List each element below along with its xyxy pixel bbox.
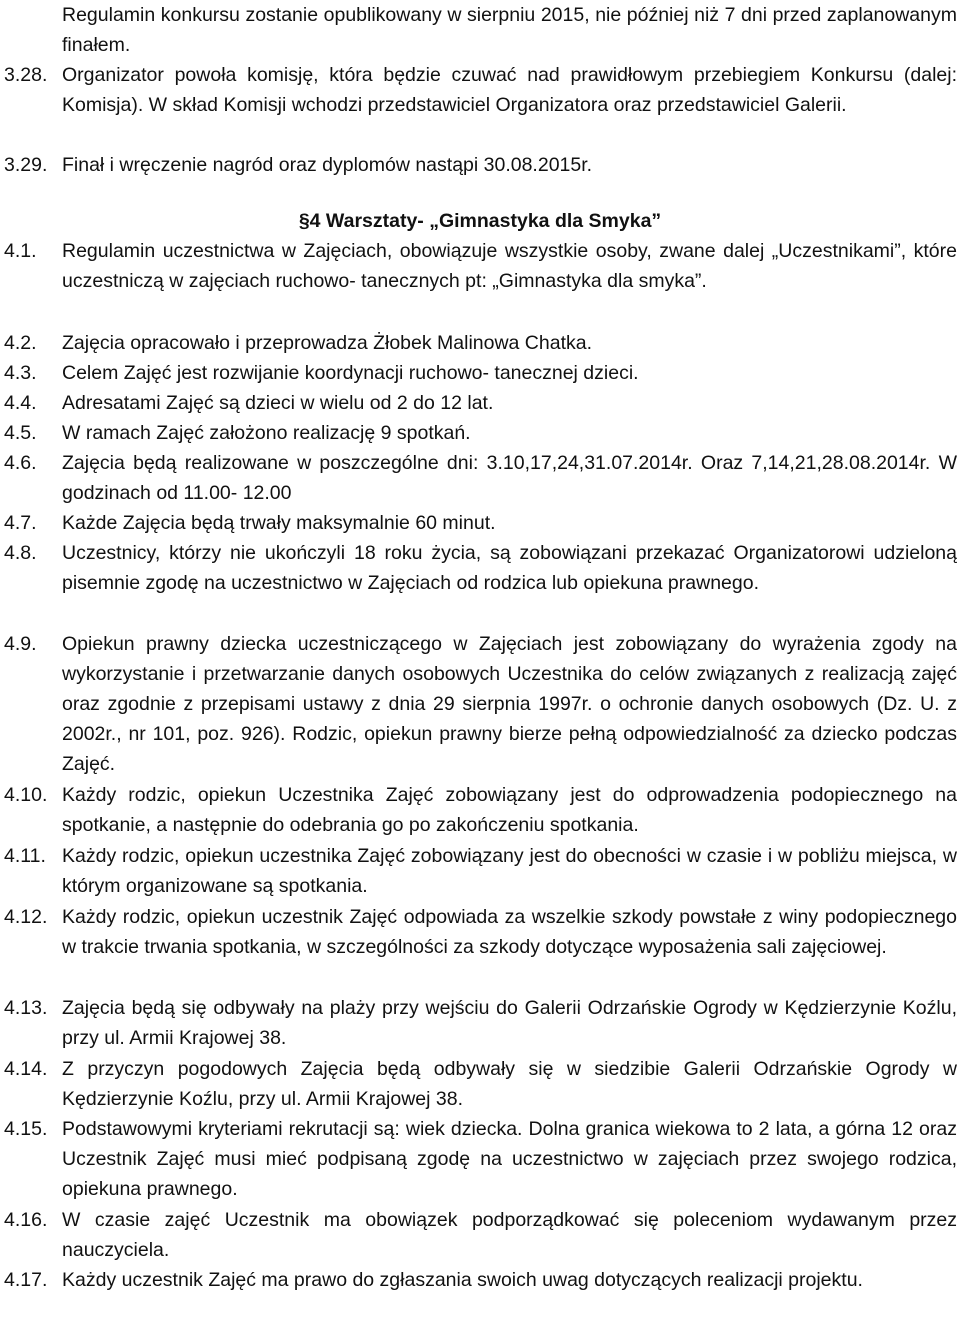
paragraph-4-14 bbox=[0, 1054, 957, 1114]
paragraph-intro-tail bbox=[0, 0, 957, 60]
paragraph-4-6 bbox=[0, 448, 957, 508]
paragraph-4-10 bbox=[0, 780, 957, 840]
paragraph-text: Każdy rodzic, opiekun uczestnik Zajęć odpowiada za wszelkie szkody powstałe z winy podopiecznego w trakcie trwania spotkania, w szczególności za szkody dotyczące wyposażenia sali zajęciowej. bbox=[62, 906, 957, 958]
paragraph-number: 4.1. bbox=[4, 240, 37, 262]
paragraph-text: Każdy uczestnik Zajęć ma prawo do zgłaszania swoich uwag dotyczących realizacji projektu. bbox=[62, 1269, 863, 1291]
paragraph-number: 4.11. bbox=[4, 845, 46, 867]
paragraph-4-17 bbox=[0, 1265, 957, 1295]
paragraph-text: Każdy rodzic, opiekun uczestnika Zajęć zobowiązany jest do obecności w czasie i w pobliżu miejsca, w którym organizowane są spotkania. bbox=[62, 845, 957, 897]
paragraph-number: 4.15. bbox=[4, 1118, 48, 1140]
paragraph-number: 4.16. bbox=[4, 1209, 48, 1231]
paragraph-number: 3.29. bbox=[4, 154, 48, 176]
paragraph-4-5 bbox=[0, 418, 957, 448]
paragraph-number: 4.8. bbox=[4, 542, 37, 564]
paragraph-text: Adresatami Zajęć są dzieci w wielu od 2 do 12 lat. bbox=[62, 392, 494, 414]
paragraph-text: Organizator powoła komisję, która będzie czuwać nad prawidłowym przebiegiem Konkursu (dalej: Komisja). W skład Komisji wchodzi przedstawiciel Organizatora oraz przedstawiciel Galerii. bbox=[62, 64, 957, 116]
paragraph-3-28 bbox=[0, 60, 957, 120]
paragraph-number: 4.13. bbox=[4, 997, 48, 1019]
paragraph-4-7 bbox=[0, 508, 957, 538]
paragraph-4-1 bbox=[0, 236, 957, 296]
paragraph-number: 4.12. bbox=[4, 906, 48, 928]
paragraph-text: Regulamin uczestnictwa w Zajęciach, obowiązuje wszystkie osoby, zwane dalej „Uczestnikami”, które uczestniczą w zajęciach ruchowo- tanecznych pt: „Gimnastyka dla smyka”. bbox=[62, 240, 957, 292]
paragraph-number: 4.4. bbox=[4, 392, 37, 414]
paragraph-text: Uczestnicy, którzy nie ukończyli 18 roku życia, są zobowiązani przekazać Organizatorowi udzieloną pisemnie zgodę na uczestnictwo w Zajęciach od rodzica lub opiekuna prawnego. bbox=[62, 542, 957, 594]
paragraph-number: 4.3. bbox=[4, 362, 37, 384]
paragraph-4-13 bbox=[0, 993, 957, 1053]
paragraph-text: W czasie zajęć Uczestnik ma obowiązek podporządkować się poleceniom wydawanym przez nauczyciela. bbox=[62, 1209, 957, 1261]
paragraph-number: 4.10. bbox=[4, 784, 48, 806]
paragraph-4-8 bbox=[0, 538, 957, 598]
paragraph-4-9 bbox=[0, 629, 957, 779]
paragraph-text: Regulamin konkursu zostanie opublikowany w sierpniu 2015, nie później niż 7 dni przed zaplanowanym finałem. bbox=[62, 4, 957, 56]
paragraph-4-3 bbox=[0, 358, 957, 388]
paragraph-number: 4.9. bbox=[4, 633, 37, 655]
paragraph-text: Celem Zajęć jest rozwijanie koordynacji ruchowo- tanecznej dzieci. bbox=[62, 362, 639, 384]
paragraph-4-4 bbox=[0, 388, 957, 418]
paragraph-4-15 bbox=[0, 1114, 957, 1204]
paragraph-number: 4.17. bbox=[4, 1269, 48, 1291]
paragraph-text: Finał i wręczenie nagród oraz dyplomów nastąpi 30.08.2015r. bbox=[62, 154, 593, 176]
paragraph-number: 3.28. bbox=[4, 64, 48, 86]
paragraph-text: Zajęcia będą realizowane w poszczególne dni: 3.10,17,24,31.07.2014r. Oraz 7,14,21,28.08.2014r. W godzinach od 11.00- 12.00 bbox=[62, 452, 957, 504]
paragraph-text: Opiekun prawny dziecka uczestniczącego w Zajęciach jest zobowiązany do wyrażenia zgody na wykorzystanie i przetwarzanie danych osobowych Uczestnika do celów związanych z realizacją zajęć oraz zgodnie z przepisami ustawy z dnia 29 sierpnia 1997r. o ochronie danych osobowych (Dz. U. z 2002r., nr 101, poz. 926). Rodzic, opiekun prawny bierze pełną odpowiedzialność za dziecko podczas Zajęć. bbox=[62, 633, 957, 775]
paragraph-text: Każdy rodzic, opiekun Uczestnika Zajęć zobowiązany jest do odprowadzenia podopiecznego na spotkanie, a następnie do odebrania go po zakończeniu spotkania. bbox=[62, 784, 957, 836]
paragraph-4-12 bbox=[0, 902, 957, 962]
paragraph-4-2 bbox=[0, 328, 957, 358]
paragraph-number: 4.14. bbox=[4, 1058, 48, 1080]
section-heading: §4 Warsztaty- „Gimnastyka dla Smyka” bbox=[298, 210, 662, 232]
paragraph-number: 4.5. bbox=[4, 422, 37, 444]
paragraph-text: W ramach Zajęć założono realizację 9 spotkań. bbox=[62, 422, 471, 444]
paragraph-number: 4.7. bbox=[4, 512, 37, 534]
paragraph-text: Każde Zajęcia będą trwały maksymalnie 60 minut. bbox=[62, 512, 496, 534]
paragraph-text: Podstawowymi kryteriami rekrutacji są: wiek dziecka. Dolna granica wiekowa to 2 lata, a górna 12 oraz Uczestnik Zajęć musi mieć podpisaną zgodę na uczestnictwo w zajęciach przez swojego rodzica, opiekuna prawnego. bbox=[62, 1118, 957, 1200]
paragraph-number: 4.6. bbox=[4, 452, 37, 474]
paragraph-number: 4.2. bbox=[4, 332, 37, 354]
paragraph-4-16 bbox=[0, 1205, 957, 1265]
paragraph-text: Zajęcia opracowało i przeprowadza Żłobek Malinowa Chatka. bbox=[62, 332, 593, 354]
paragraph-text: Z przyczyn pogodowych Zajęcia będą odbywały się w siedzibie Galerii Odrzańskie Ogrody w Kędzierzynie Koźlu, przy ul. Armii Krajowej 38. bbox=[62, 1058, 957, 1110]
paragraph-4-11 bbox=[0, 841, 957, 901]
paragraph-text: Zajęcia będą się odbywały na plaży przy wejściu do Galerii Odrzańskie Ogrody w Kędzierzynie Koźlu, przy ul. Armii Krajowej 38. bbox=[62, 997, 957, 1049]
paragraph-3-29 bbox=[0, 150, 957, 180]
